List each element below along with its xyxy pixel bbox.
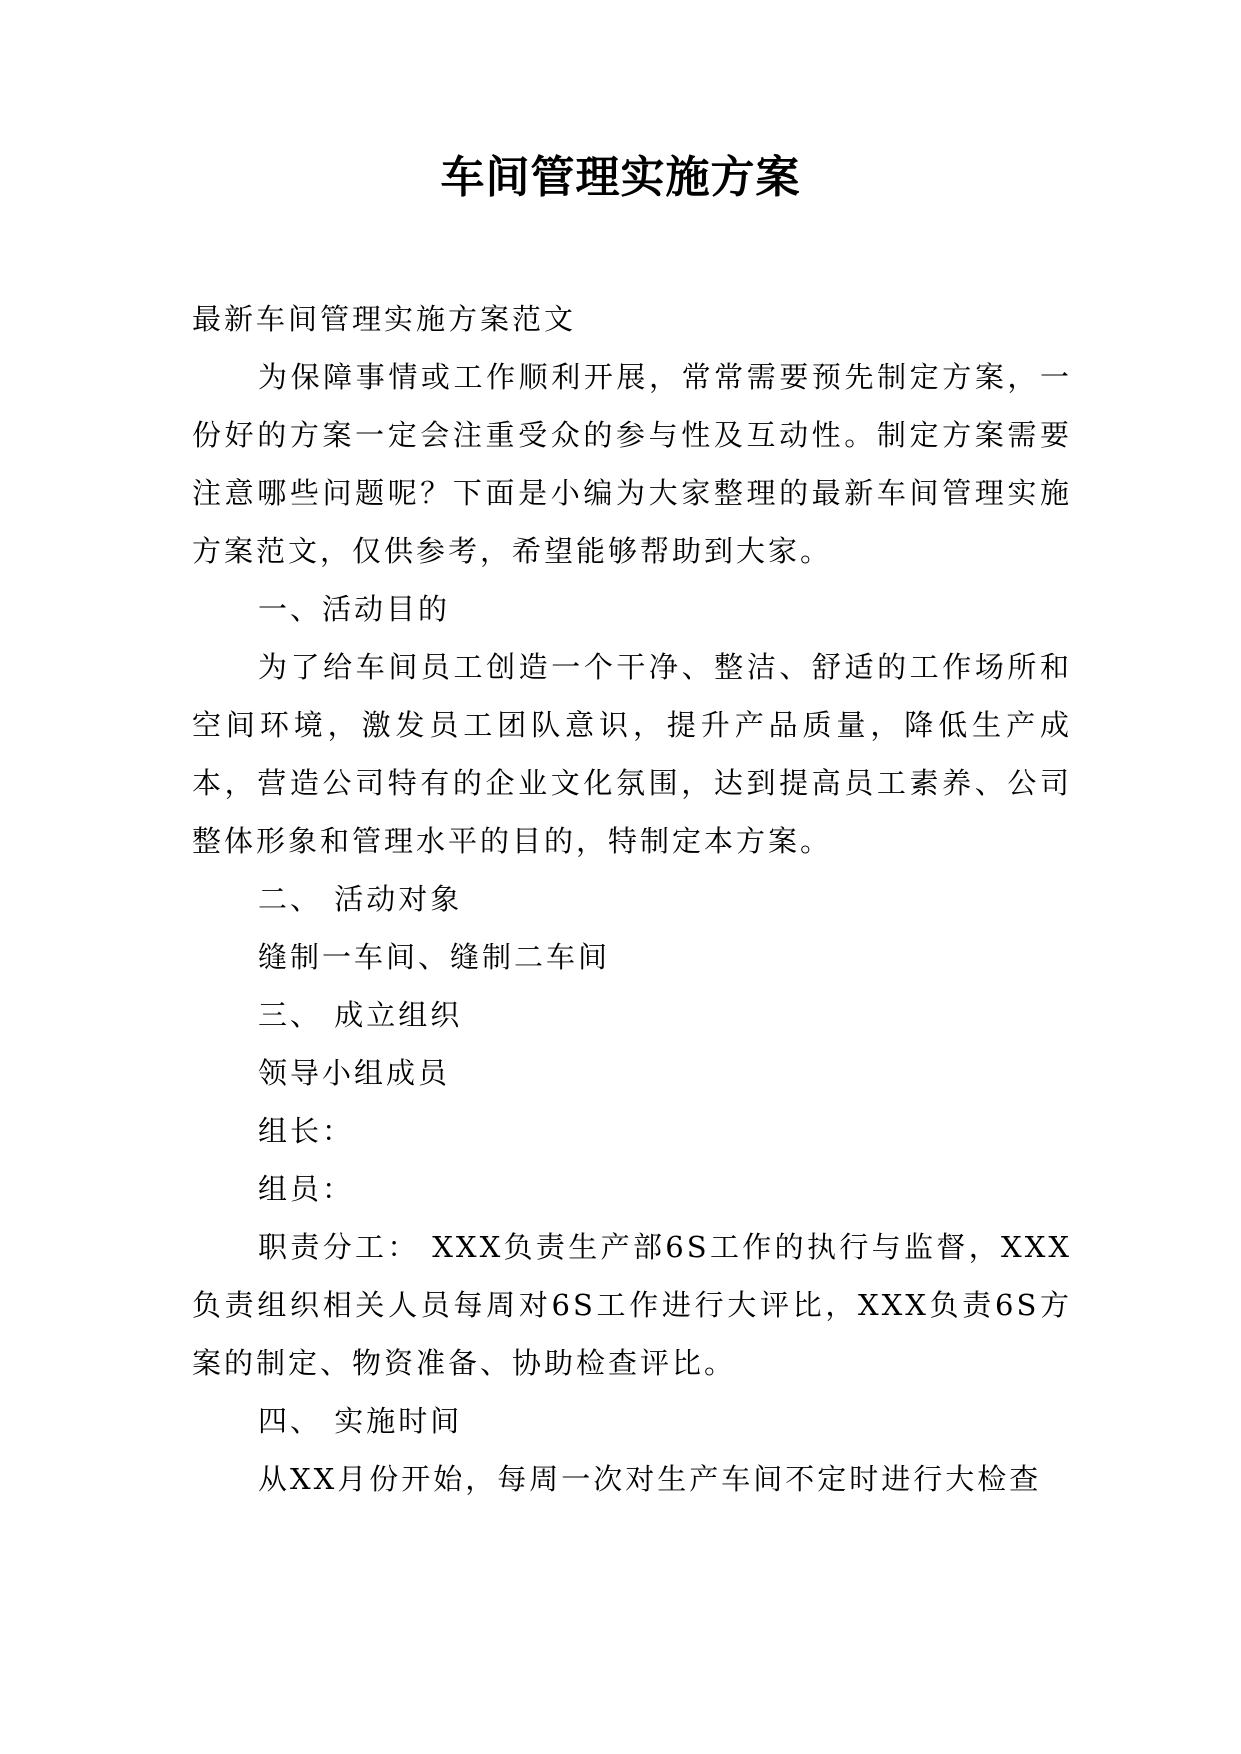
- target-paragraph: 缝制一车间、缝制二车间: [258, 940, 611, 974]
- document-subtitle: 最新车间管理实施方案范文: [192, 302, 577, 336]
- section-heading-purpose: 一、活动目的: [258, 592, 451, 626]
- responsibilities-paragraph: 职责分工： XXX负责生产部6S工作的执行与监督，XXX负责组织相关人员每周对6S工作进行大评比，XXX负责6S方案的制定、物资准备、协助检查评比。: [192, 1230, 1072, 1380]
- group-members-line: 组员：: [258, 1172, 355, 1206]
- document-body: [192, 290, 1072, 1508]
- section-heading-organization: 三、 成立组织: [258, 998, 463, 1032]
- leadership-group-line: 领导小组成员: [258, 1056, 451, 1090]
- section-heading-target: 二、 活动对象: [258, 882, 463, 916]
- intro-paragraph: 为保障事情或工作顺利开展，常常需要预先制定方案，一份好的方案一定会注重受众的参与性及互动性。制定方案需要注意哪些问题呢？下面是小编为大家整理的最新车间管理实施方案范文，仅供参考，希望能够帮助到大家。: [192, 360, 1072, 568]
- group-leader-line: 组长：: [258, 1114, 355, 1148]
- section-heading-schedule: 四、 实施时间: [258, 1404, 463, 1438]
- schedule-paragraph: 从XX月份开始，每周一次对生产车间不定时进行大检查: [258, 1462, 1042, 1496]
- document-title: 车间管理实施方案: [440, 152, 801, 203]
- purpose-paragraph: 为了给车间员工创造一个干净、整洁、舒适的工作场所和空间环境，激发员工团队意识，提升产品质量，降低生产成本，营造公司特有的企业文化氛围，达到提高员工素养、公司整体形象和管理水平的目的，特制定本方案。: [192, 650, 1072, 858]
